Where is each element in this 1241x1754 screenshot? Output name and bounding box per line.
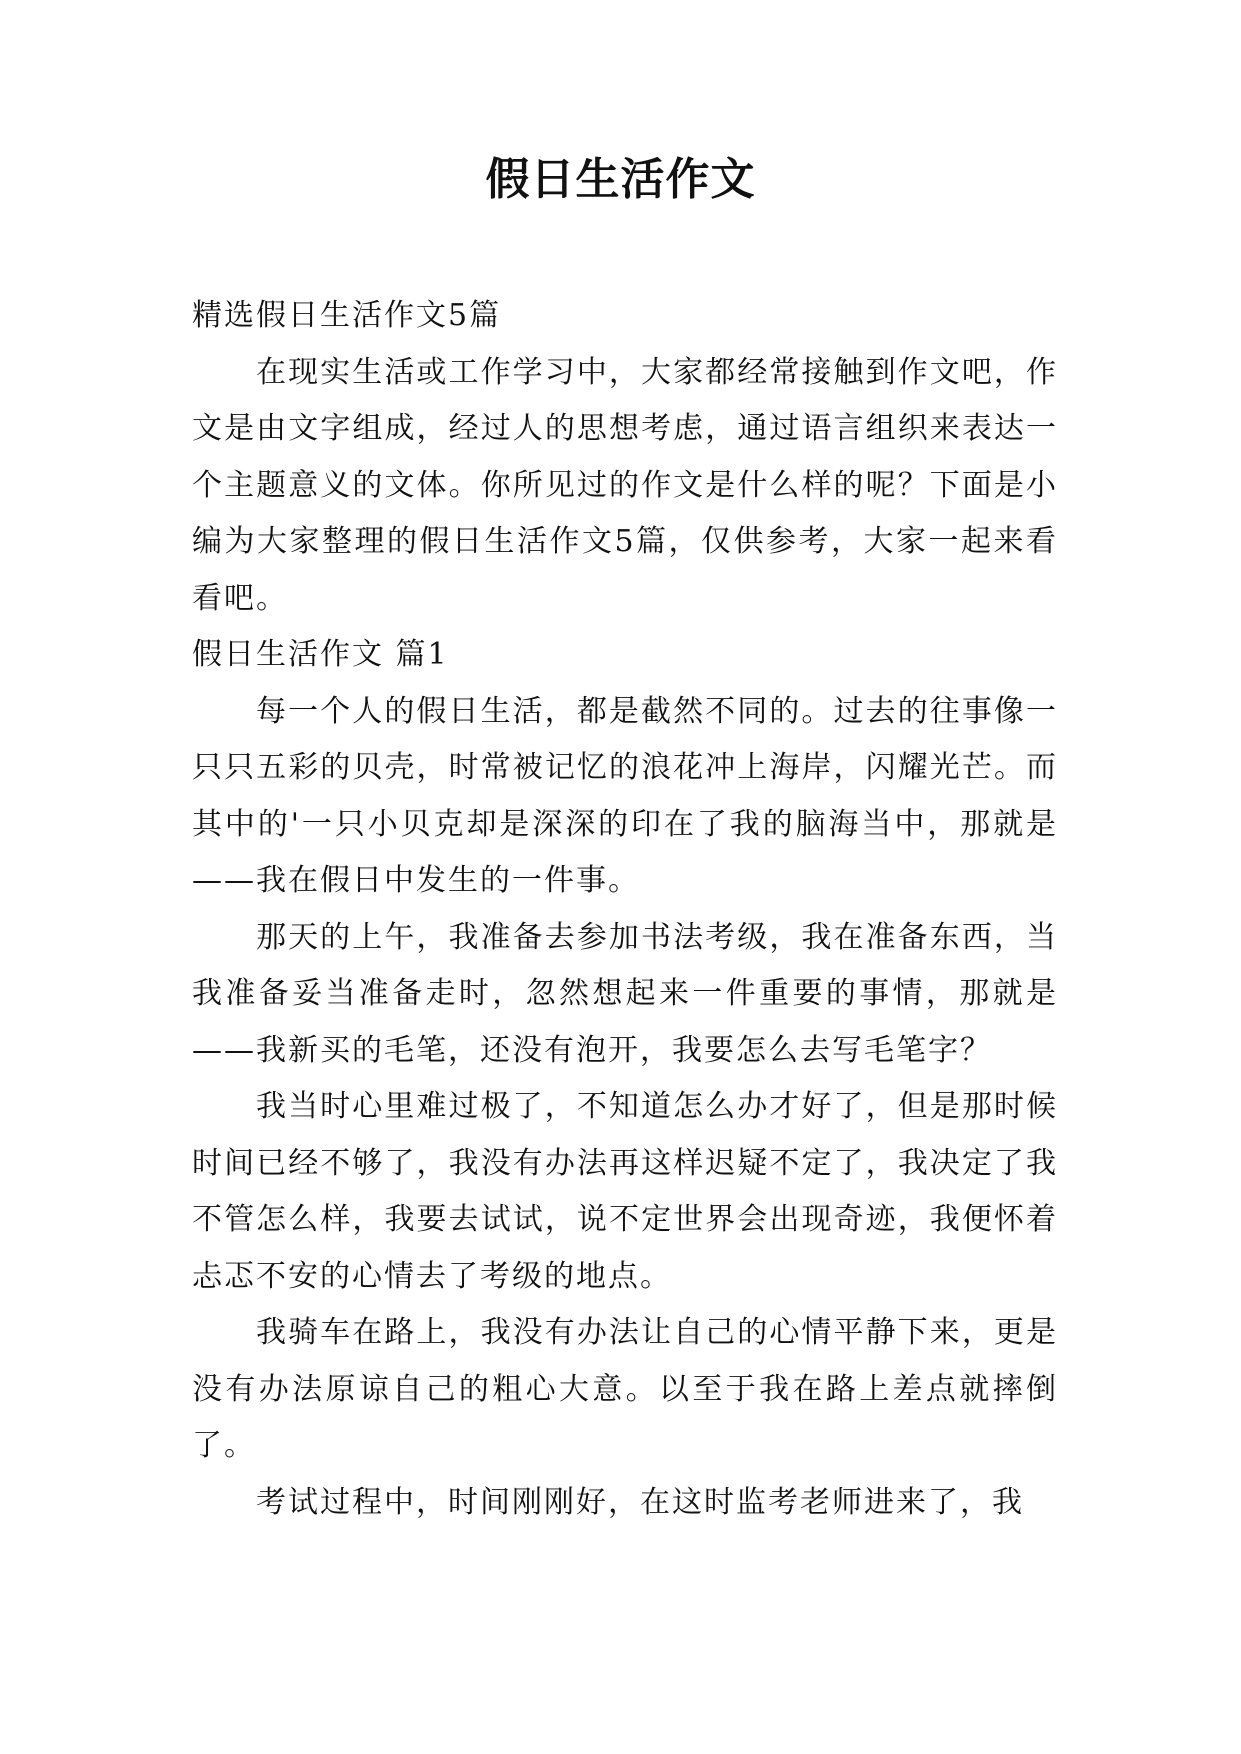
subtitle-paragraph: 精选假日生活作文5篇 [192,298,502,333]
document-body [192,288,1058,1531]
section-heading: 假日生活作文 篇1 [192,637,449,672]
intro-paragraph: 在现实生活或工作学习中，大家都经常接触到作文吧，作文是由文字组成，经过人的思想考虑，通过语言组织来表达一个主题意义的文体。你所见过的作文是什么样的呢？下面是小编为大家整理的假日生活作文5篇，仅供参考，大家一起来看看吧。 [192,354,1058,616]
body-paragraph: 考试过程中，时间刚刚好，在这时监考老师进来了，我 [256,1484,1024,1520]
body-paragraph: 我当时心里难过极了，不知道怎么办才好了，但是那时候时间已经不够了，我没有办法再这样迟疑不定了，我决定了我不管怎么样，我要去试试，说不定世界会出现奇迹，我便怀着忐忑不安的心情去了考级的地点。 [192,1089,1058,1294]
body-paragraph: 我骑车在路上，我没有办法让自己的心情平静下来，更是没有办法原谅自己的粗心大意。以至于我在路上差点就摔倒了。 [192,1315,1058,1463]
document-title: 假日生活作文 [485,154,756,205]
body-paragraph: 那天的上午，我准备去参加书法考级，我在准备东西，当我准备妥当准备走时，忽然想起来一件重要的事情，那就是——我新买的毛笔，还没有泡开，我要怎么去写毛笔字？ [192,919,1058,1068]
body-paragraph: 每一个人的假日生活，都是截然不同的。过去的往事像一只只五彩的贝壳，时常被记忆的浪花冲上海岸，闪耀光芒。而其中的'一只小贝克却是深深的印在了我的脑海当中，那就是——我在假日中发生的一件事。 [192,693,1058,898]
